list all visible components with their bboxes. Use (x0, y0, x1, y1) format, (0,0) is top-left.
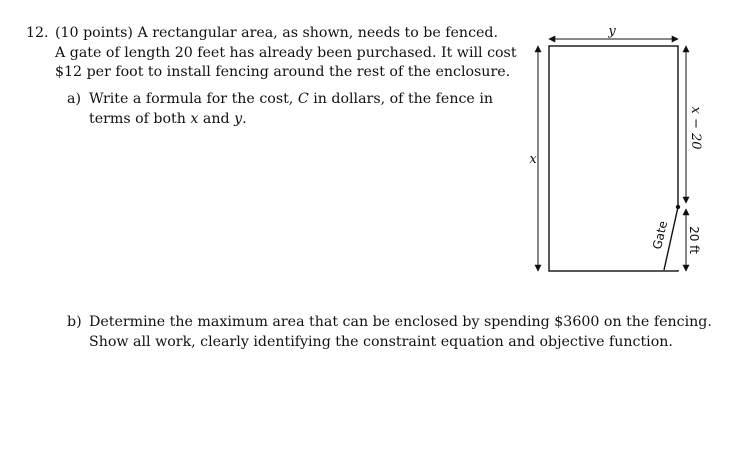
label-gate: Gate (650, 219, 671, 251)
question-line-3: $12 per foot to install fencing around the rest of the enclosure. (55, 64, 511, 80)
question-number: 12. (26, 25, 49, 41)
part-a-text-4: and (198, 110, 235, 127)
question-points: (10 points) (55, 25, 133, 41)
part-b-line-1: Determine the maximum area that can be enclosed by spending $3600 on the fencing. (89, 314, 712, 330)
part-a-text-2: in dollars, of the fence in (308, 91, 493, 107)
part-b-line-2: Show all work, clearly identifying the constraint equation and objective function. (89, 333, 673, 350)
part-b-label: b) (67, 314, 82, 330)
part-a-label: a) (67, 91, 81, 107)
var-c: C (297, 91, 309, 107)
label-x: x (529, 152, 537, 167)
label-20-ft: 20 ft (687, 226, 701, 254)
part-a-text-5: . (242, 110, 247, 127)
question-line-2: A gate of length 20 feet has already been purchased. It will cost (55, 44, 517, 61)
var-x: x (190, 110, 199, 127)
var-y: y (234, 110, 243, 127)
label-y: y (608, 24, 616, 39)
question-line-1: A rectangular area, as shown, needs to be fenced. (137, 25, 499, 41)
gate-hinge (676, 205, 680, 209)
part-a-text-3: terms of both (89, 110, 191, 127)
label-x-minus-20: x − 20 (688, 106, 703, 150)
part-a-text-1: Write a formula for the cost, (89, 91, 298, 107)
